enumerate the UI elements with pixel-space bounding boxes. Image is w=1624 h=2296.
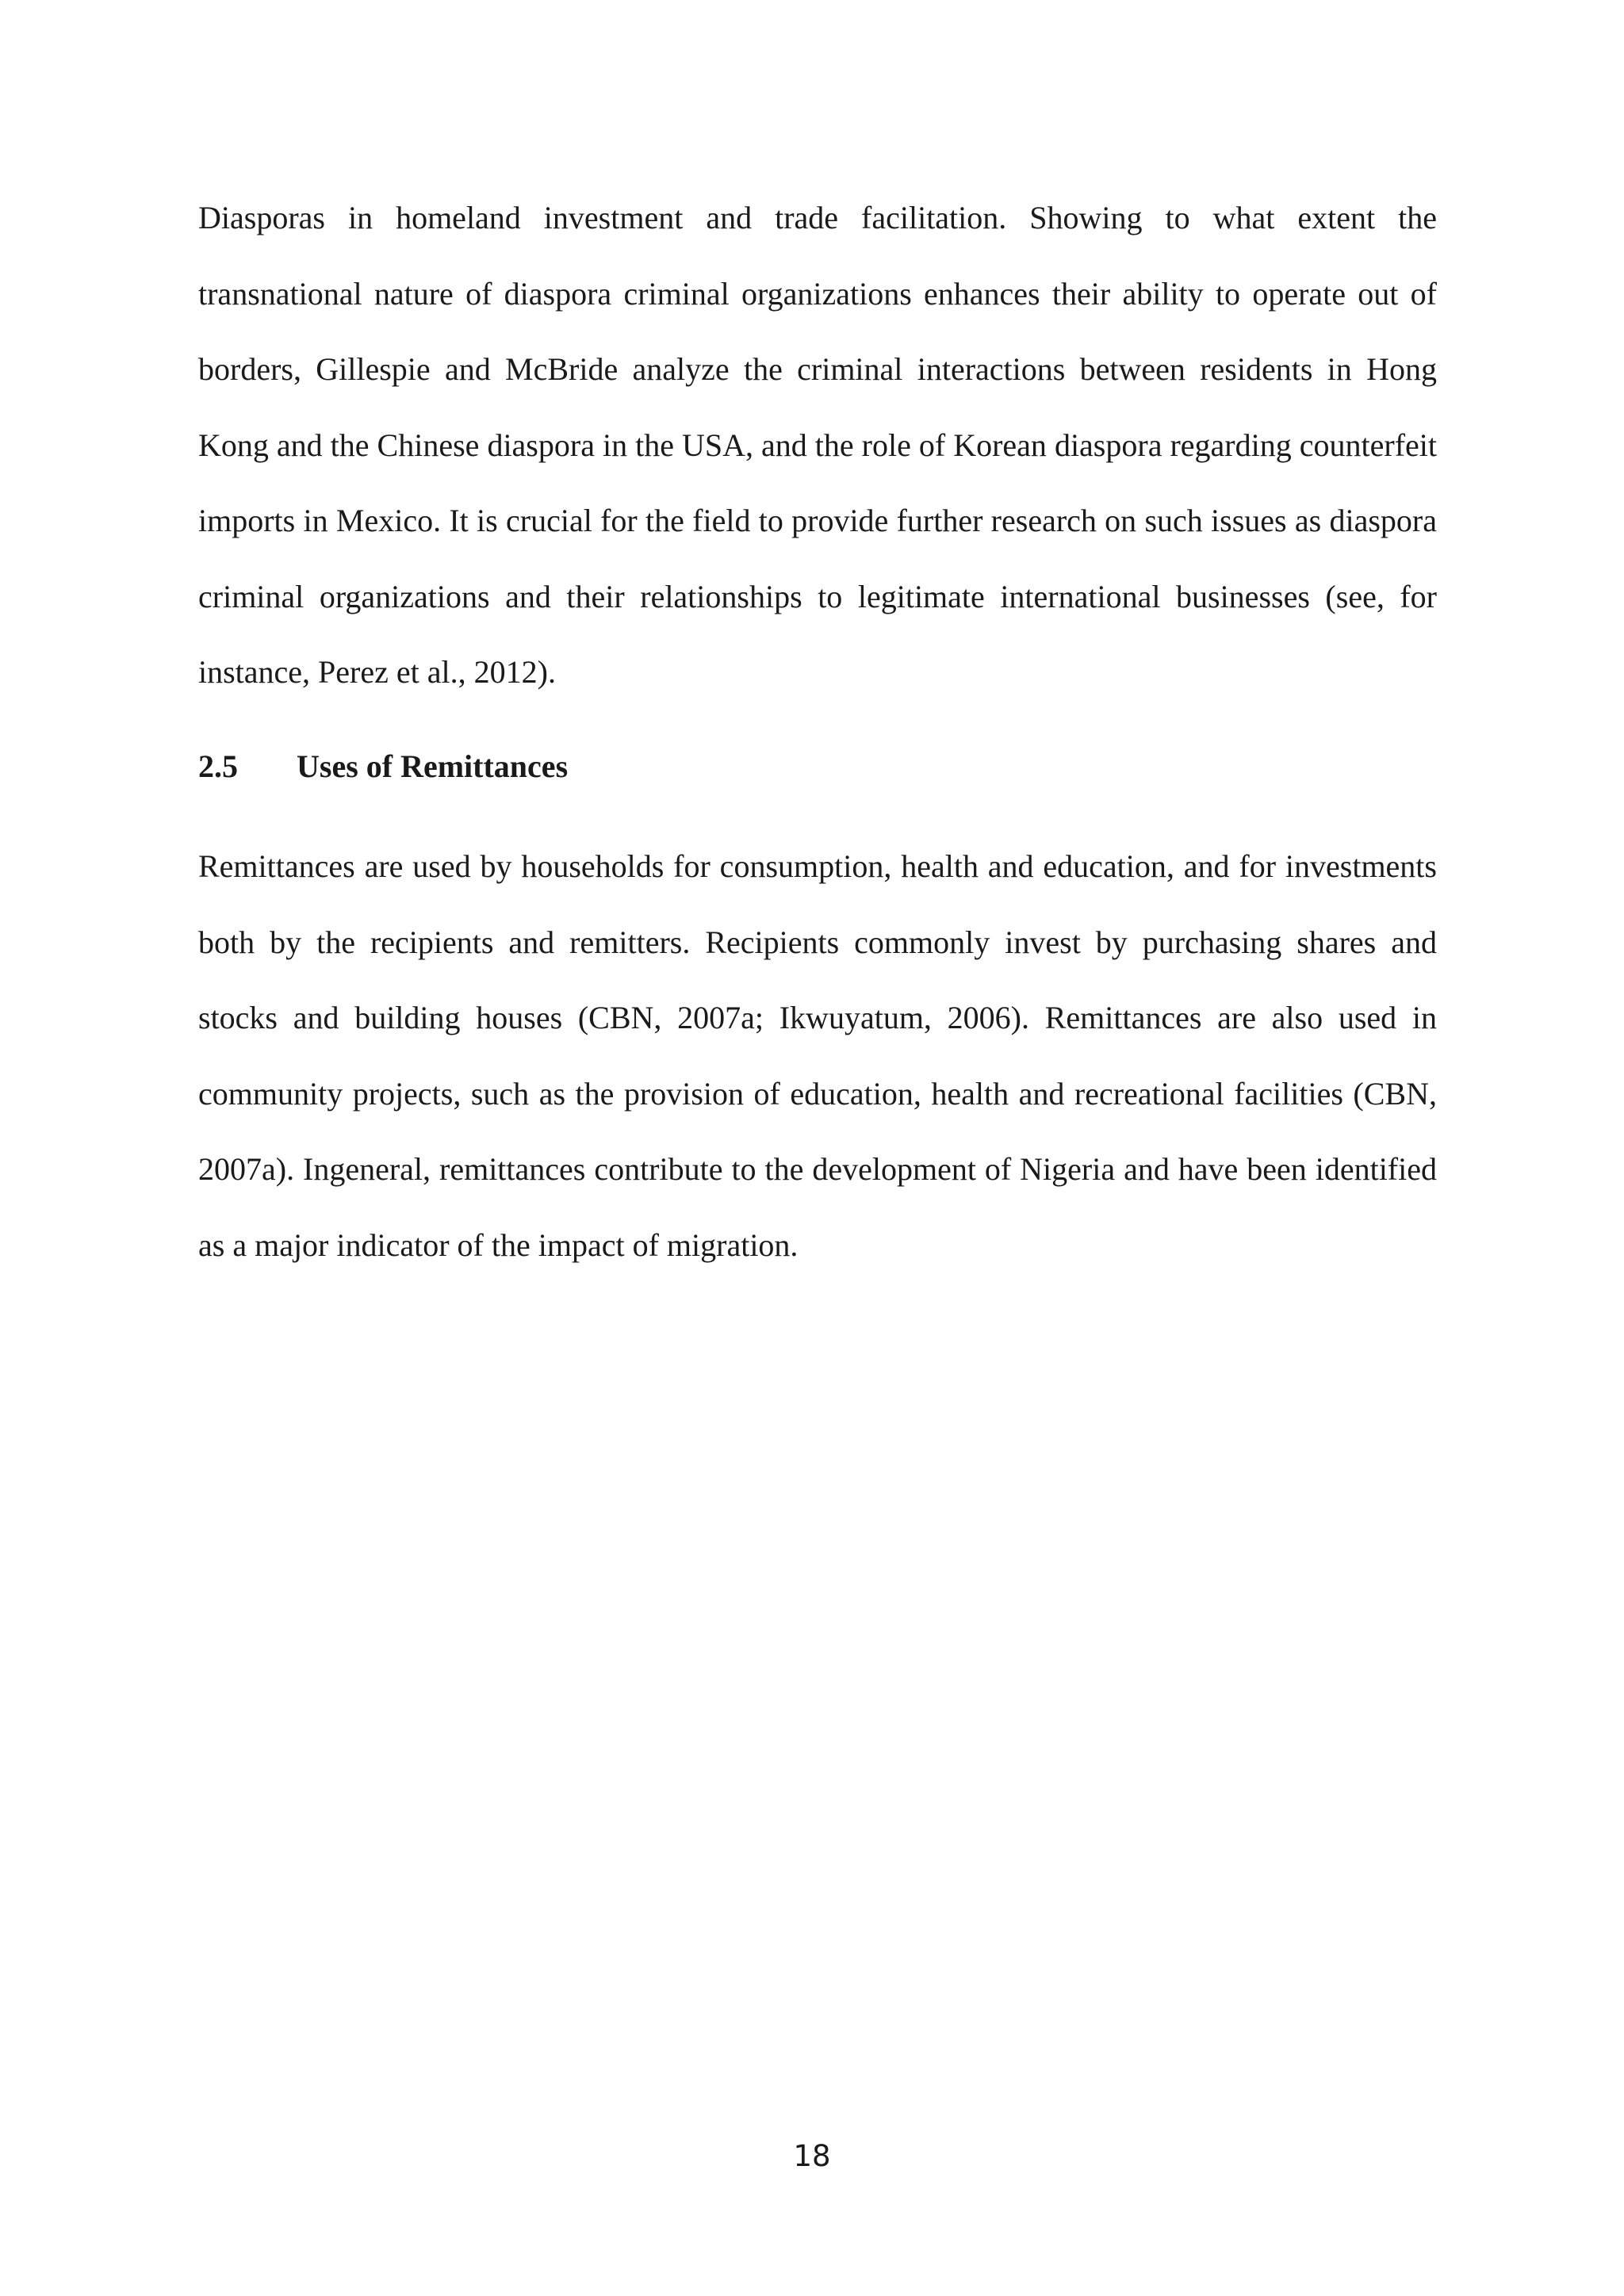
section-title: Uses of Remittances [297,748,569,784]
body-paragraph-diasporas: Diasporas in homeland investment and trade facilitation. Showing to what extent the transnational nature of diaspora criminal organizations enhances their ability to operate out of borders, Gillespie and McBride analyze the criminal interactions between residents in Hong Kong and the Chinese diaspora in the USA, and the role of Korean diaspora regarding counterfeit imports in Mexico. It is crucial for the field to provide further research on such issues as diaspora criminal organizations and their relationships to legitimate international businesses (see, for instance, Perez et al., 2012). [198,200,1437,690]
page-number: 18 [793,2139,831,2173]
section-heading [198,743,568,790]
body-paragraph-remittances: Remittances are used by households for consumption, health and education, and for investments both by the recipients and remitters. Recipients commonly invest by purchasing shares and stocks and building houses (CBN, 2007a; Ikwuyatum, 2006). Remittances are also used in community projects, such as the provision of education, health and recreational facilities (CBN, 2007a). Ingeneral, remittances contribute to the development of Nigeria and have been identified as a major indicator of the impact of migration. [198,848,1437,1263]
section-number: 2.5 [198,748,238,784]
